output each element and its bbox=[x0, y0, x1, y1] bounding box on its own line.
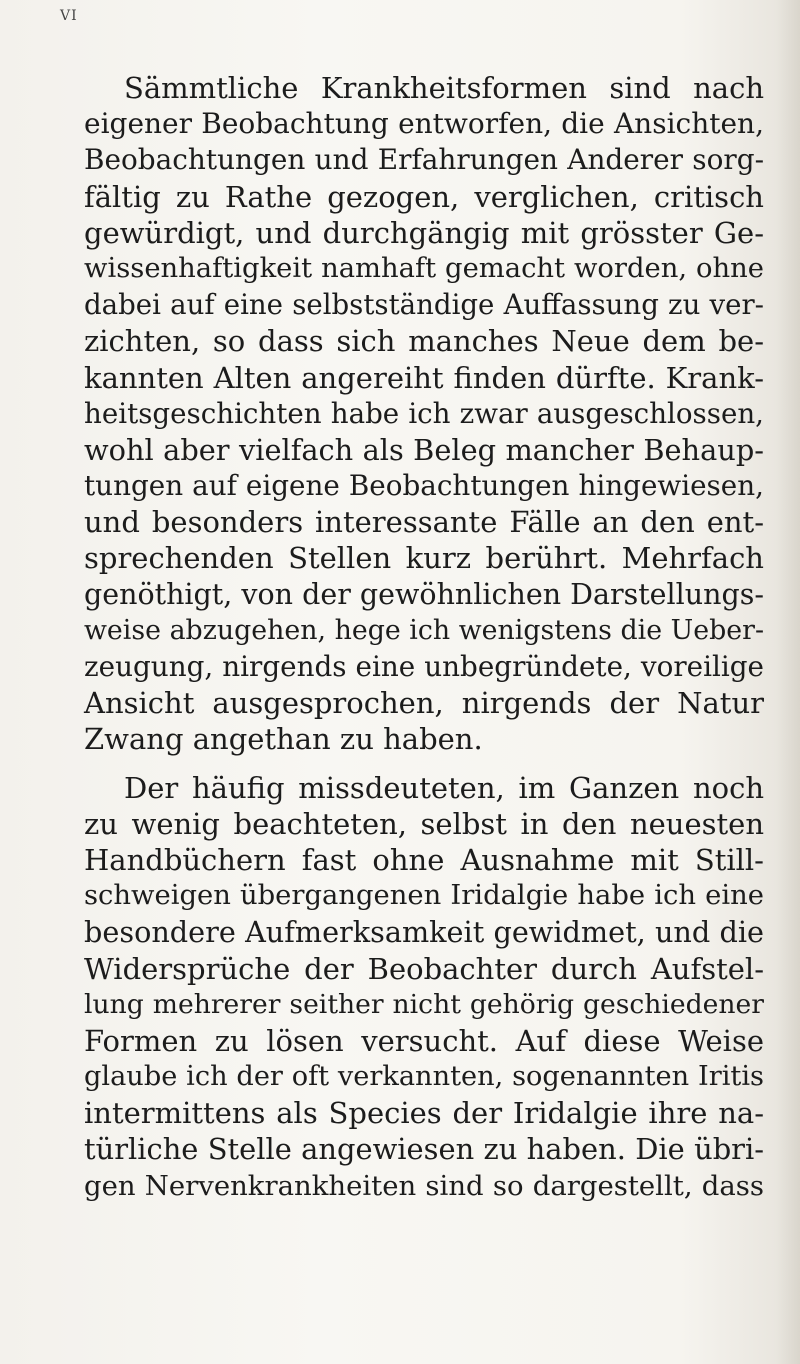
text-line: zeugung, nirgends eine unbegründete, voreilige bbox=[84, 650, 764, 683]
text-line: schweigen übergangenen Iridalgie habe ich eine bbox=[84, 880, 764, 912]
body-text bbox=[84, 70, 764, 1204]
text-line: Zwang angethan zu haben. bbox=[84, 722, 483, 757]
text-line: Widersprüche der Beobachter durch Aufstel- bbox=[84, 951, 764, 986]
paragraph-gap bbox=[84, 758, 764, 770]
text-line: gen Nervenkrankheiten sind so dargestellt, dass bbox=[84, 1169, 764, 1202]
page-number: VI bbox=[60, 8, 78, 24]
text-line: zu wenig beachteten, selbst in den neuesten bbox=[84, 806, 764, 841]
text-line: besondere Aufmerksamkeit gewidmet, und die bbox=[84, 915, 764, 950]
text-line: Sämmtliche Krankheitsformen sind nach bbox=[124, 71, 764, 105]
paragraph-1 bbox=[84, 70, 764, 758]
paragraph-2 bbox=[84, 770, 764, 1204]
text-line: Ansicht ausgesprochen, nirgends der Natur bbox=[84, 686, 764, 721]
text-line: wohl aber vielfach als Beleg mancher Behaup- bbox=[84, 432, 764, 467]
text-line: Formen zu lösen versucht. Auf diese Weise bbox=[84, 1023, 764, 1058]
text-line: zichten, so dass sich manches Neue dem be- bbox=[84, 324, 764, 359]
text-line: Beobachtungen und Erfahrungen Anderer sorg- bbox=[84, 143, 764, 177]
text-line: Handbüchern fast ohne Ausnahme mit Still- bbox=[84, 842, 764, 877]
text-line: kannten Alten angereiht finden dürfte. Krank- bbox=[84, 360, 764, 395]
text-line: türliche Stelle angewiesen zu haben. Die übri- bbox=[84, 1132, 764, 1167]
text-line: tungen auf eigene Beobachtungen hingewiesen, bbox=[84, 469, 764, 503]
text-line: sprechenden Stellen kurz berührt. Mehrfach bbox=[84, 541, 764, 576]
text-line: heitsgeschichten habe ich zwar ausgeschlossen, bbox=[84, 396, 764, 430]
text-line: lung mehrerer seither nicht gehörig geschiedener bbox=[84, 988, 764, 1020]
text-line: weise abzugehen, hege ich wenigstens die Ueber- bbox=[84, 614, 764, 646]
text-line: wissenhaftigkeit namhaft gemacht worden, ohne bbox=[84, 252, 764, 284]
text-line: genöthigt, von der gewöhnlichen Darstellungs- bbox=[84, 577, 764, 611]
text-line: dabei auf eine selbstständige Auffassung zu ver- bbox=[84, 288, 764, 322]
text-line: gewürdigt, und durchgängig mit grösster Ge- bbox=[84, 215, 764, 250]
text-line: und besonders interessante Fälle an den ent- bbox=[84, 505, 764, 540]
text-line: Der häufig missdeuteten, im Ganzen noch bbox=[124, 770, 764, 805]
text-line: fältig zu Rathe gezogen, verglichen, critisch bbox=[84, 179, 764, 214]
text-line: glaube ich der oft verkannten, sogenannten Iritis bbox=[84, 1061, 764, 1093]
text-line: eigener Beobachtung entworfen, die Ansichten, bbox=[84, 107, 764, 141]
text-line: intermittens als Species der Iridalgie ihre na- bbox=[84, 1096, 764, 1131]
